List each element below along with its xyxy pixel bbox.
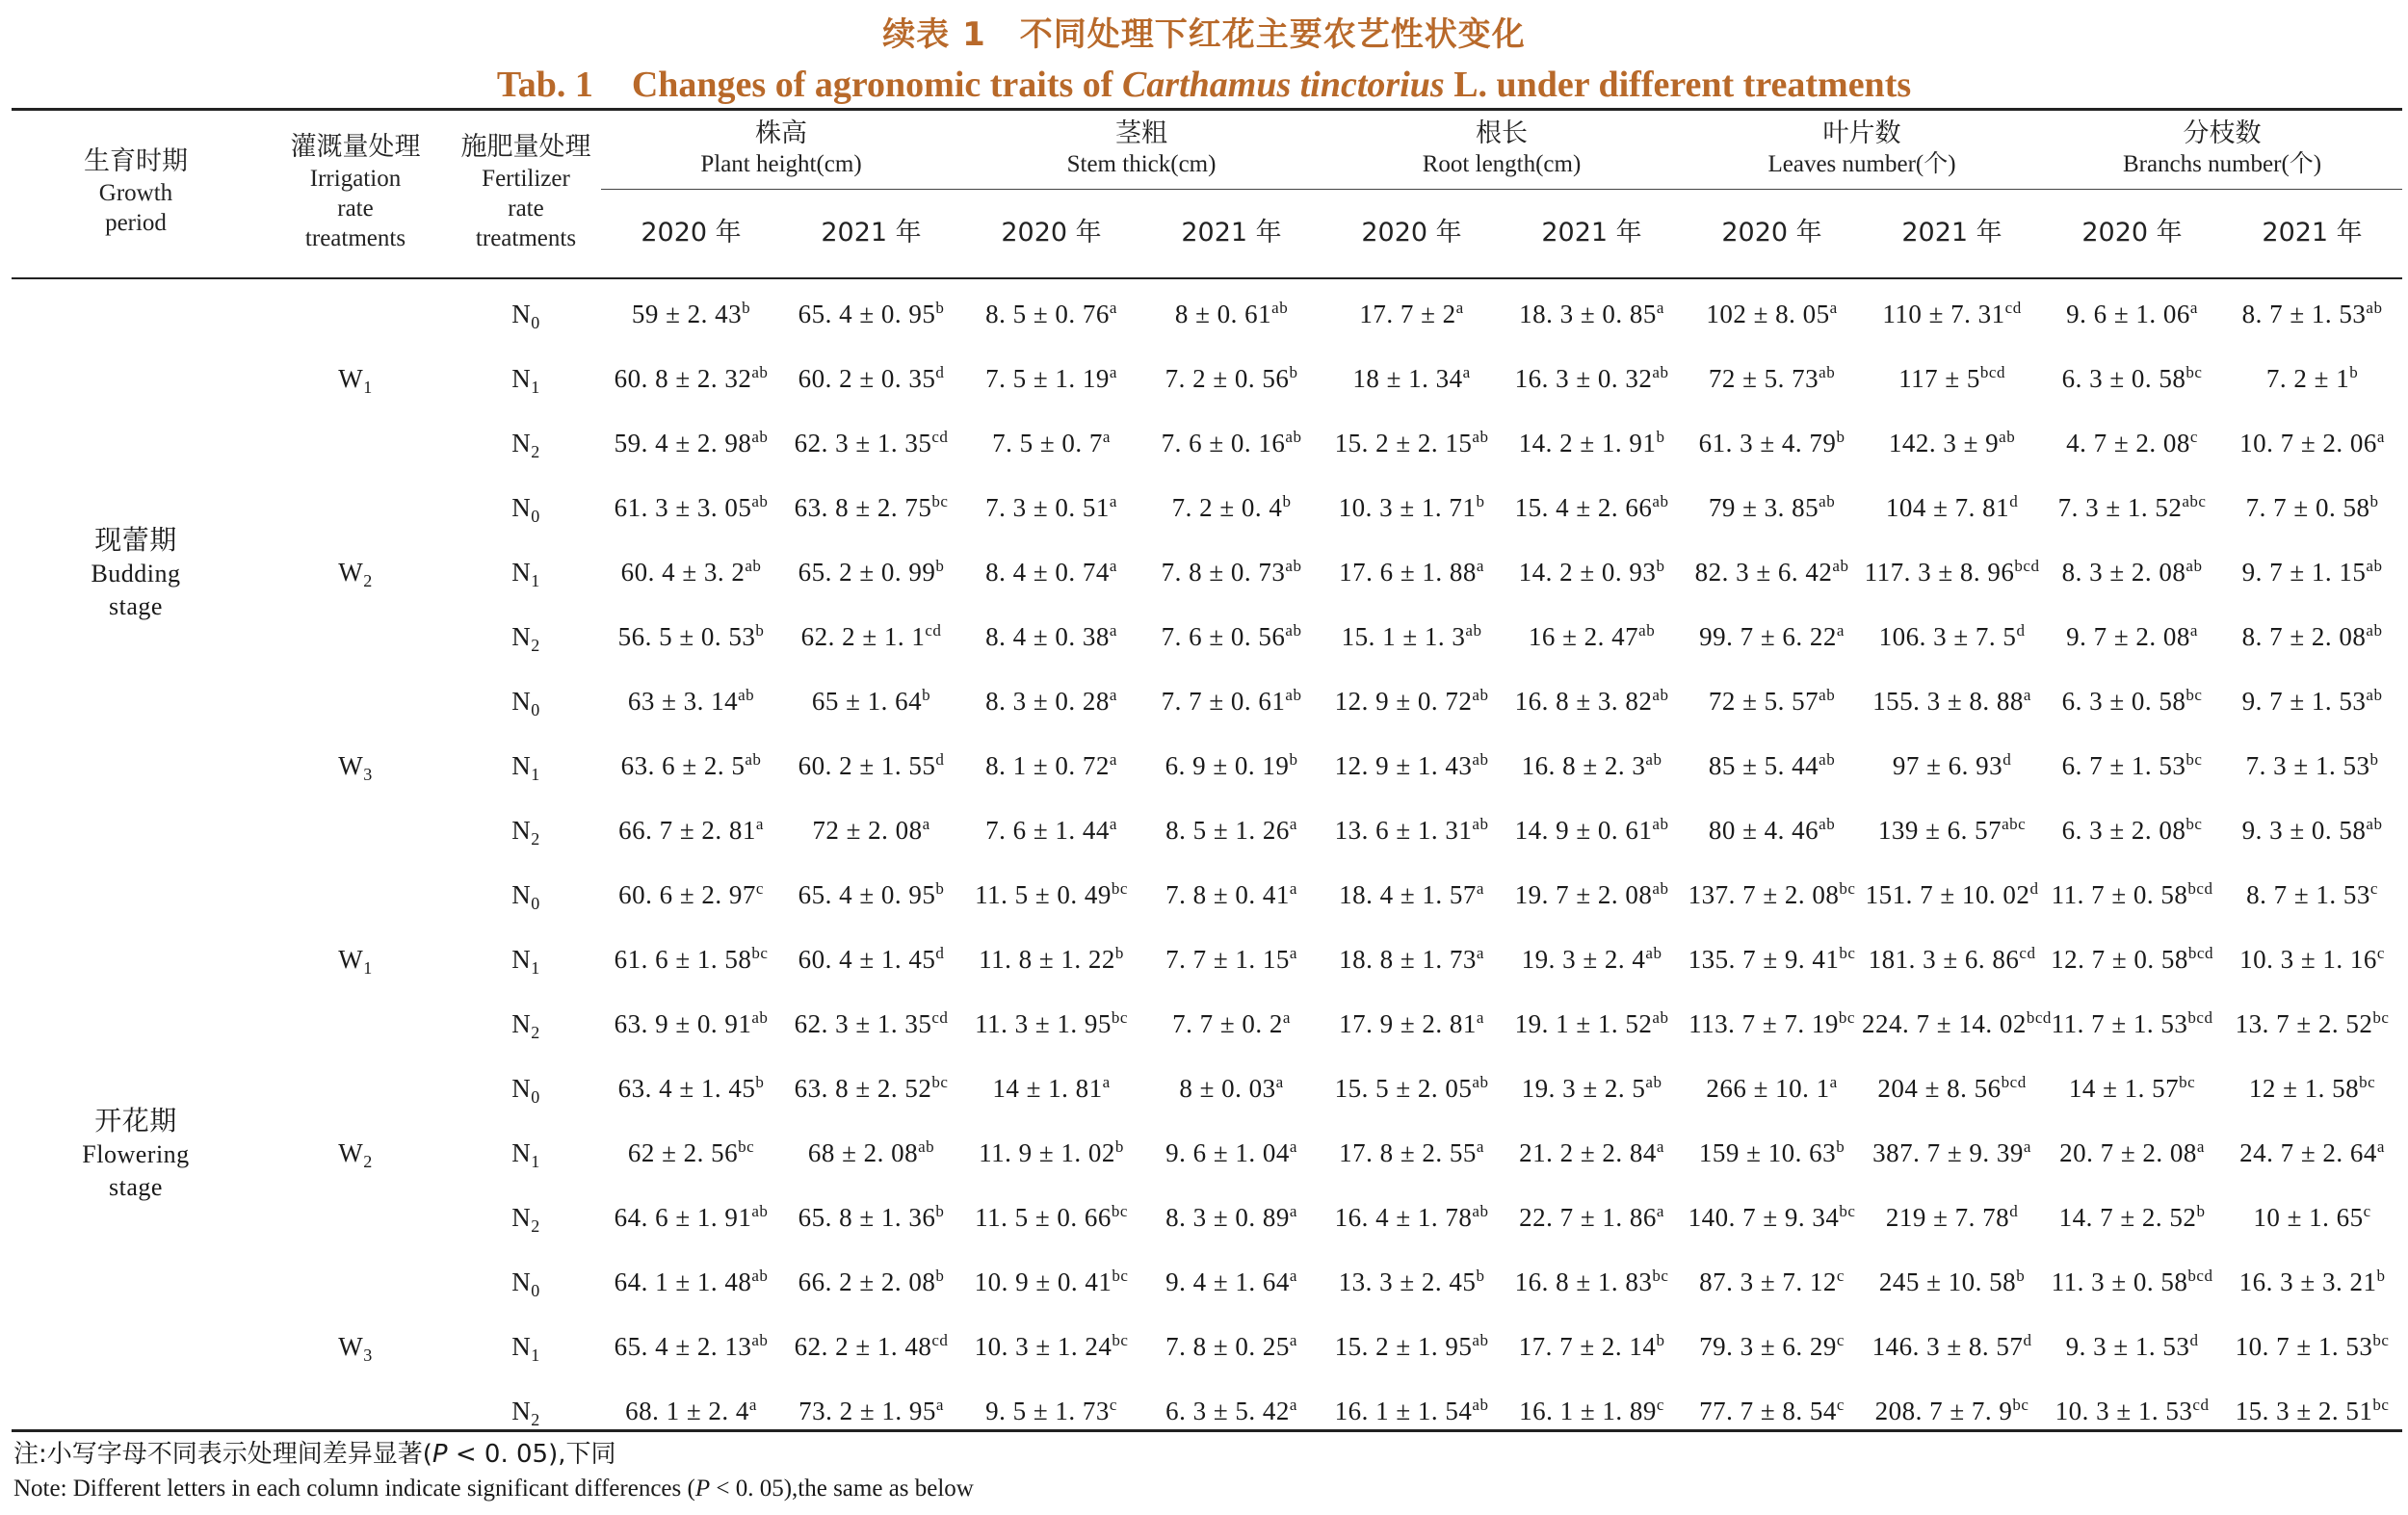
header-year: 2020 年 (1361, 218, 1462, 248)
header-irrigation: 灌溉量处理 Irrigation rate treatments (290, 131, 421, 251)
value-cell: 8. 5 ± 0. 76$^a$ (985, 299, 1117, 328)
table-row (12, 276, 2402, 347)
header-branchs-number: 分枝数 Branchs number(个) (2042, 108, 2402, 190)
fertilizer-cell: $N_2$ (511, 1397, 540, 1429)
table-notes (13, 1437, 974, 1506)
value-cell: 82. 3 ± 6. $42^{ab}$ (1694, 557, 1849, 587)
value-cell: 63. 4 ± 1. 45$^b$ (617, 1073, 765, 1103)
value-cell: 9. 7 ± 1. $53^{ab}$ (2241, 686, 2383, 716)
value-cell: 72 ± 5. $57^{ab}$ (1708, 686, 1836, 716)
value-cell: 14 ± 1. 81$^a$ (992, 1073, 1111, 1103)
value-cell: 65. 8 ± 1. 36$^b$ (798, 1202, 945, 1232)
fertilizer-cell: $N_2$ (511, 429, 540, 461)
value-cell: 99. 7 ± 6. 22$^a$ (1699, 621, 1845, 651)
title-en-pre: Changes of agronomic traits of (631, 65, 1122, 105)
value-cell: 8. 3 ± 0. 89$^a$ (1165, 1202, 1297, 1232)
value-cell: 16. 1 ± 1. 89$^c$ (1519, 1396, 1664, 1425)
value-cell: 60. 2 ± 0. 35$^d$ (798, 363, 945, 393)
value-cell: 77. 7 ± 8. 54$^c$ (1699, 1396, 1845, 1425)
value-cell: 6. 3 ± 0. $58^{bc}$ (2061, 363, 2203, 393)
value-cell: 16. 4 ± 1. $78^{ab}$ (1334, 1202, 1489, 1232)
value-cell: 10. 3 ± 1. $24^{bc}$ (974, 1331, 1129, 1361)
value-cell: 62. 2 ± 1. $48^{cd}$ (794, 1331, 949, 1361)
header-year: 2021 年 (2262, 218, 2363, 248)
value-cell: 65. 4 ± 0. 95$^b$ (798, 299, 945, 328)
growth-period-cell: 开花期 Flowering stage (82, 1104, 190, 1201)
value-cell: 10. 3 ± 1. $53^{cd}$ (2055, 1396, 2210, 1425)
value-cell: 18. 3 ± 0. 85$^a$ (1519, 299, 1664, 328)
value-cell: 60. 4 ± 1. 45$^d$ (798, 944, 945, 974)
value-cell: 10. 9 ± 0. $41^{bc}$ (974, 1267, 1129, 1296)
value-cell: 64. 6 ± 1. $91^{ab}$ (614, 1202, 769, 1232)
value-cell: 181. 3 ± 6. $86^{cd}$ (1868, 944, 2036, 974)
value-cell: 11. 5 ± 0. $49^{bc}$ (975, 879, 1128, 909)
fertilizer-cell: $N_2$ (511, 816, 540, 849)
value-cell: 11. 3 ± 0. $58^{bcd}$ (2051, 1267, 2213, 1296)
value-cell: 142. $3 \pm 9^{ab}$ (1888, 428, 2016, 457)
value-cell: 8. 4 ± 0. 74$^a$ (985, 557, 1117, 587)
value-cell: 155. 3 ± 8. 88$^a$ (1872, 686, 2031, 716)
value-cell: 16. 1 ± 1. $54^{ab}$ (1334, 1396, 1489, 1425)
value-cell: 15. 2 ± 1. $95^{ab}$ (1334, 1331, 1489, 1361)
header-fertilizer: 施肥量处理 Fertilizer rate treatments (460, 131, 591, 251)
value-cell: 137. 7 ± 2. $08^{bc}$ (1688, 879, 1856, 909)
value-cell: 10. 7 ± 2. 06$^a$ (2239, 428, 2385, 457)
value-cell: 159 ± 10. 63$^b$ (1698, 1137, 1845, 1167)
value-cell: 15. 5 ± 2. $05^{ab}$ (1334, 1073, 1489, 1103)
table-row (12, 669, 2402, 734)
value-cell: 7. 2 ± 0. 4$^b$ (1171, 492, 1292, 522)
header-year: 2020 年 (1721, 218, 1822, 248)
value-cell: 22. 7 ± 1. 86$^a$ (1519, 1202, 1664, 1232)
value-cell: 80 ± 4. $46^{ab}$ (1708, 815, 1836, 845)
value-cell: $117 \pm 5^{bcd}$ (1898, 363, 2005, 393)
value-cell: 245 ± 10. 58$^b$ (1878, 1267, 2026, 1296)
value-cell: 65. 4 ± 0. 95$^b$ (798, 879, 945, 909)
value-cell: 9. 7 ± 1. $15^{ab}$ (2241, 557, 2383, 587)
header-year: 2021 年 (1901, 218, 2002, 248)
value-cell: 56. 5 ± 0. 53$^b$ (617, 621, 765, 651)
value-cell: 8. 1 ± 0. 72$^a$ (985, 750, 1117, 780)
value-cell: 14. 7 ± 2. 52$^b$ (2058, 1202, 2206, 1232)
table-title-en (0, 64, 2408, 106)
value-cell: 16. 3 ± 3. 21$^b$ (2238, 1267, 2386, 1296)
value-cell: 8. 7 ± 1. 53$^c$ (2246, 879, 2378, 909)
value-cell: 14 ± 1. $57^{bc}$ (2068, 1073, 2196, 1103)
value-cell: 12 ± 1. $58^{bc}$ (2248, 1073, 2376, 1103)
fertilizer-cell: $N_0$ (511, 493, 540, 526)
value-cell: 15. 1 ± 1. $3^{ab}$ (1341, 621, 1482, 651)
value-cell: 12. 9 ± 1. $43^{ab}$ (1334, 750, 1489, 780)
header-year: 2021 年 (1541, 218, 1642, 248)
value-cell: 135. 7 ± 9. $41^{bc}$ (1688, 944, 1856, 974)
value-cell: 16. 8 ± 3. $82^{ab}$ (1514, 686, 1669, 716)
value-cell: 7. 8 ± 0. $73^{ab}$ (1161, 557, 1302, 587)
value-cell: 11. 7 ± 1. $53^{bcd}$ (2051, 1008, 2213, 1038)
value-cell: 62. 3 ± 1. $35^{cd}$ (794, 1008, 949, 1038)
fertilizer-cell: $N_1$ (511, 751, 540, 784)
value-cell: 139 ± 6. $57^{abc}$ (1877, 815, 2027, 845)
value-cell: 72 ± 5. $73^{ab}$ (1708, 363, 1836, 393)
note-cn: 注:小写字母不同表示处理间差异显著(P < 0. 05),下同 (13, 1440, 616, 1469)
value-cell: 62. 2 ± 1. $1^{cd}$ (800, 621, 942, 651)
value-cell: 14. 2 ± 1. 91$^b$ (1518, 428, 1665, 457)
value-cell: 7. $2 \pm 1^b$ (2265, 363, 2359, 393)
value-cell: 7. 8 ± 0. 25$^a$ (1165, 1331, 1297, 1361)
value-cell: 8. 4 ± 0. 38$^a$ (985, 621, 1117, 651)
value-cell: 9. 6 ± 1. 06$^a$ (2066, 299, 2198, 328)
value-cell: 11. 5 ± 0. $66^{bc}$ (975, 1202, 1128, 1232)
irrigation-cell: $W_1$ (338, 944, 373, 978)
value-cell: 8. 7 ± 1. $53^{ab}$ (2241, 299, 2383, 328)
value-cell: 19. 7 ± 2. $08^{ab}$ (1514, 879, 1669, 909)
header-stem-thick: 茎粗 Stem thick(cm) (961, 108, 1322, 190)
value-cell: 11. 8 ± 1. 22$^b$ (979, 944, 1124, 974)
table-row (12, 1057, 2402, 1121)
header-year: 2020 年 (641, 218, 742, 248)
value-cell: 16. 3 ± 0. $32^{ab}$ (1514, 363, 1669, 393)
value-cell: 7. 6 ± 0. $56^{ab}$ (1161, 621, 1302, 651)
value-cell: 151. 7 ± 10. 02$^d$ (1865, 879, 2039, 909)
value-cell: 113. 7 ± 7. $19^{bc}$ (1688, 1008, 1855, 1038)
value-cell: 10. 3 ± 1. 71$^b$ (1338, 492, 1485, 522)
value-cell: 60. 4 ± 3. $2^{ab}$ (620, 557, 762, 587)
value-cell: 65. 4 ± 2. $13^{ab}$ (614, 1331, 769, 1361)
value-cell: 21. 2 ± 2. 84$^a$ (1519, 1137, 1664, 1167)
value-cell: 59 ± 2. 43$^b$ (631, 299, 751, 328)
table-row (12, 1250, 2402, 1315)
table-row (12, 863, 2402, 927)
irrigation-cell: $W_2$ (338, 1137, 373, 1171)
value-cell: 63 ± 3. $14^{ab}$ (627, 686, 755, 716)
value-cell: 9. 3 ± 1. 53$^d$ (2065, 1331, 2199, 1361)
value-cell: 8 ± 0. $61^{ab}$ (1174, 299, 1289, 328)
value-cell: 9. 3 ± 0. $58^{ab}$ (2241, 815, 2383, 845)
value-cell: 15. 4 ± 2. $66^{ab}$ (1514, 492, 1669, 522)
header-year: 2020 年 (2081, 218, 2183, 248)
value-cell: 16. 8 ± 2. $3^{ab}$ (1521, 750, 1662, 780)
value-cell: 9. 5 ± 1. 73$^c$ (985, 1396, 1117, 1425)
value-cell: 7. 2 ± 0. 56$^b$ (1165, 363, 1298, 393)
value-cell: 17. $7 \pm 2^a$ (1359, 299, 1464, 328)
table-row (12, 476, 2402, 540)
value-cell: 24. 7 ± 2. 64$^a$ (2239, 1137, 2385, 1167)
value-cell: 68 ± 2. $08^{ab}$ (807, 1137, 935, 1167)
header-year: 2020 年 (1001, 218, 1102, 248)
fertilizer-cell: $N_1$ (511, 558, 540, 590)
value-cell: 18. 8 ± 1. 73$^a$ (1339, 944, 1484, 974)
fertilizer-cell: $N_2$ (511, 1203, 540, 1236)
value-cell: 8. 3 ± 0. 28$^a$ (985, 686, 1117, 716)
header-root-length: 根长 Root length(cm) (1322, 108, 1682, 190)
header-leaves-number: 叶片数 Leaves number(个) (1682, 108, 2042, 190)
value-cell: 6. 9 ± 0. 19$^b$ (1165, 750, 1298, 780)
value-cell: 224. 7 ± 14. $02^{bcd}$ (1862, 1008, 2052, 1038)
value-cell: 10 ± 1. 65$^c$ (2253, 1202, 2371, 1232)
value-cell: 79 ± 3. $85^{ab}$ (1708, 492, 1836, 522)
value-cell: 97 ± 6. 93$^d$ (1892, 750, 2012, 780)
fertilizer-cell: $N_2$ (511, 1009, 540, 1042)
value-cell: 18. 4 ± 1. 57$^a$ (1339, 879, 1484, 909)
value-cell: 66. 7 ± 2. 81$^a$ (618, 815, 764, 845)
value-cell: 63. 6 ± 2. $5^{ab}$ (620, 750, 762, 780)
value-cell: 63. 8 ± 2. $52^{bc}$ (794, 1073, 949, 1103)
value-cell: 19. 3 ± 2. $4^{ab}$ (1521, 944, 1662, 974)
value-cell: 104 ± 7. 81$^d$ (1885, 492, 2019, 522)
fertilizer-cell: $N_2$ (511, 622, 540, 655)
value-cell: 79. 3 ± 6. 29$^c$ (1699, 1331, 1845, 1361)
fertilizer-cell: $N_0$ (511, 1074, 540, 1107)
value-cell: 7. 3 ± 1. $52^{abc}$ (2057, 492, 2207, 522)
fertilizer-cell: $N_1$ (511, 945, 540, 978)
value-cell: 14. 9 ± 0. $61^{ab}$ (1514, 815, 1669, 845)
value-cell: 10. 7 ± 1. $53^{bc}$ (2235, 1331, 2390, 1361)
table-label: Tab. 1 (496, 65, 593, 105)
value-cell: 60. 8 ± 2. $32^{ab}$ (614, 363, 769, 393)
value-cell: 146. 3 ± 8. 57$^d$ (1871, 1331, 2032, 1361)
value-cell: 18 ± 1. 34$^a$ (1352, 363, 1471, 393)
value-cell: 62. 3 ± 1. $35^{cd}$ (794, 428, 949, 457)
value-cell: 85 ± 5. $44^{ab}$ (1708, 750, 1836, 780)
value-cell: 16. 8 ± 1. $83^{bc}$ (1514, 1267, 1669, 1296)
species-name: Carthamus tinctorius (1121, 65, 1445, 105)
header-plant-height: 株高 Plant height(cm) (601, 108, 961, 190)
value-cell: 7. 6 ± 0. $16^{ab}$ (1161, 428, 1302, 457)
value-cell: 10. 3 ± 1. 16$^c$ (2239, 944, 2385, 974)
value-cell: 7. 5 ± 1. 19$^a$ (985, 363, 1117, 393)
value-cell: 11. 3 ± 1. $95^{bc}$ (975, 1008, 1128, 1038)
value-cell: 15. 3 ± 2. $51^{bc}$ (2235, 1396, 2390, 1425)
value-cell: 204 ± 8. $56^{bcd}$ (1877, 1073, 2027, 1103)
fertilizer-cell: $N_0$ (511, 1267, 540, 1300)
value-cell: 219 ± 7. 78$^d$ (1885, 1202, 2019, 1232)
value-cell: 117. 3 ± 8. $96^{bcd}$ (1864, 557, 2040, 587)
value-cell: 17. 9 ± 2. 81$^a$ (1339, 1008, 1484, 1038)
value-cell: 8 ± 0. 03$^a$ (1179, 1073, 1284, 1103)
value-cell: 208. 7 ± 7. $9^{bc}$ (1874, 1396, 2029, 1425)
value-cell: 6. 7 ± 1. $53^{bc}$ (2061, 750, 2203, 780)
fertilizer-cell: $N_0$ (511, 880, 540, 913)
agronomic-traits-table (12, 108, 2402, 1444)
value-cell: 9. 7 ± 2. 08$^a$ (2066, 621, 2198, 651)
value-cell: 63. 9 ± 0. $91^{ab}$ (614, 1008, 769, 1038)
table-title-cn: 续表 1 不同处理下红花主要农艺性状变化 (882, 15, 1526, 54)
value-cell: 66. 2 ± 2. 08$^b$ (798, 1267, 945, 1296)
value-cell: 19. 3 ± 2. $5^{ab}$ (1521, 1073, 1662, 1103)
value-cell: 13. 6 ± 1. $31^{ab}$ (1334, 815, 1489, 845)
note-en: Note: Different letters in each column indicate significant differences (P < 0. 05),the same as below (13, 1476, 974, 1502)
value-cell: 102 ± 8. 05$^a$ (1706, 299, 1838, 328)
fertilizer-cell: $N_1$ (511, 1138, 540, 1171)
value-cell: 65 ± 1. 64$^b$ (811, 686, 931, 716)
value-cell: 6. 3 ± 5. 42$^a$ (1165, 1396, 1297, 1425)
table-body (12, 276, 2402, 1444)
irrigation-cell: $W_3$ (338, 1331, 373, 1365)
value-cell: 17. 8 ± 2. 55$^a$ (1339, 1137, 1484, 1167)
value-cell: 65. 2 ± 0. 99$^b$ (798, 557, 945, 587)
value-cell: 60. 2 ± 1. 55$^d$ (798, 750, 945, 780)
value-cell: 20. 7 ± 2. 08$^a$ (2059, 1137, 2205, 1167)
value-cell: 87. 3 ± 7. 12$^c$ (1699, 1267, 1845, 1296)
title-en-post: L. under different treatments (1444, 65, 1912, 105)
value-cell: 7. 7 ± 0. 58$^b$ (2245, 492, 2379, 522)
fertilizer-cell: $N_1$ (511, 364, 540, 397)
value-cell: 7. 6 ± 1. 44$^a$ (985, 815, 1117, 845)
value-cell: 72 ± 2. 08$^a$ (812, 815, 930, 845)
value-cell: 73. 2 ± 1. 95$^a$ (798, 1396, 944, 1425)
value-cell: 59. 4 ± 2. $98^{ab}$ (614, 428, 769, 457)
value-cell: 6. 3 ± 2. $08^{bc}$ (2061, 815, 2203, 845)
value-cell: 8. 3 ± 2. $08^{ab}$ (2061, 557, 2203, 587)
value-cell: 19. 1 ± 1. $52^{ab}$ (1514, 1008, 1669, 1038)
value-cell: 110 ± 7. $31^{cd}$ (1882, 299, 2022, 328)
value-cell: 14. 2 ± 0. 93$^b$ (1518, 557, 1665, 587)
fertilizer-cell: $N_1$ (511, 1332, 540, 1365)
value-cell: 11. 9 ± 1. 02$^b$ (979, 1137, 1124, 1167)
value-cell: 16 ± 2. $47^{ab}$ (1528, 621, 1656, 651)
value-cell: 7. 3 ± 0. 51$^a$ (985, 492, 1117, 522)
value-cell: 61. 3 ± 3. $05^{ab}$ (614, 492, 769, 522)
value-cell: 13. 7 ± 2. $52^{bc}$ (2235, 1008, 2390, 1038)
value-cell: 6. 3 ± 0. $58^{bc}$ (2061, 686, 2203, 716)
value-cell: 63. 8 ± 2. $75^{bc}$ (794, 492, 949, 522)
header-year: 2021 年 (1181, 218, 1282, 248)
fertilizer-cell: $N_0$ (511, 300, 540, 332)
value-cell: 12. 9 ± 0. $72^{ab}$ (1334, 686, 1489, 716)
header-period: 生育时期 Growth period (84, 146, 188, 237)
fertilizer-cell: $N_0$ (511, 687, 540, 719)
value-cell: 7. 3 ± 1. 53$^b$ (2245, 750, 2379, 780)
value-cell: 17. 6 ± 1. 88$^a$ (1339, 557, 1484, 587)
value-cell: 12. 7 ± 0. $58^{bcd}$ (2051, 944, 2213, 974)
value-cell: 7. 5 ± 0. 7$^a$ (992, 428, 1111, 457)
irrigation-cell: $W_3$ (338, 750, 373, 784)
value-cell: 60. 6 ± 2. 97$^c$ (618, 879, 764, 909)
value-cell: 8. 7 ± 2. $08^{ab}$ (2241, 621, 2383, 651)
irrigation-cell: $W_2$ (338, 557, 373, 590)
value-cell: 62 ± 2. $56^{bc}$ (627, 1137, 755, 1167)
value-cell: 7. 7 ± 0. $61^{ab}$ (1161, 686, 1302, 716)
value-cell: 4. 7 ± 2. 08$^c$ (2066, 428, 2198, 457)
value-cell: 8. 5 ± 1. 26$^a$ (1165, 815, 1297, 845)
value-cell: 9. 4 ± 1. 64$^a$ (1165, 1267, 1297, 1296)
value-cell: 9. 6 ± 1. 04$^a$ (1165, 1137, 1297, 1167)
value-cell: 64. 1 ± 1. $48^{ab}$ (614, 1267, 769, 1296)
value-cell: 266 ± 10. 1$^a$ (1706, 1073, 1838, 1103)
value-cell: 7. 7 ± 1. 15$^a$ (1165, 944, 1297, 974)
value-cell: 7. 8 ± 0. 41$^a$ (1165, 879, 1297, 909)
value-cell: 13. 3 ± 2. 45$^b$ (1338, 1267, 1485, 1296)
value-cell: 68. 1 ± 2. 4$^a$ (625, 1396, 757, 1425)
growth-period-cell: 现蕾期 Budding stage (91, 523, 181, 620)
value-cell: 61. 3 ± 4. 79$^b$ (1698, 428, 1845, 457)
value-cell: 17. 7 ± 2. 14$^b$ (1518, 1331, 1665, 1361)
irrigation-cell: $W_1$ (338, 363, 373, 397)
value-cell: 61. 6 ± 1. $58^{bc}$ (614, 944, 769, 974)
value-cell: 140. 7 ± 9. $34^{bc}$ (1688, 1202, 1856, 1232)
value-cell: 7. 7 ± 0. 2$^a$ (1172, 1008, 1291, 1038)
value-cell: 106. 3 ± 7. 5$^d$ (1878, 621, 2026, 651)
value-cell: 11. 7 ± 0. $58^{bcd}$ (2051, 879, 2213, 909)
value-cell: 387. 7 ± 9. 39$^a$ (1872, 1137, 2031, 1167)
value-cell: 15. 2 ± 2. $15^{ab}$ (1334, 428, 1489, 457)
header-year: 2021 年 (821, 218, 922, 248)
